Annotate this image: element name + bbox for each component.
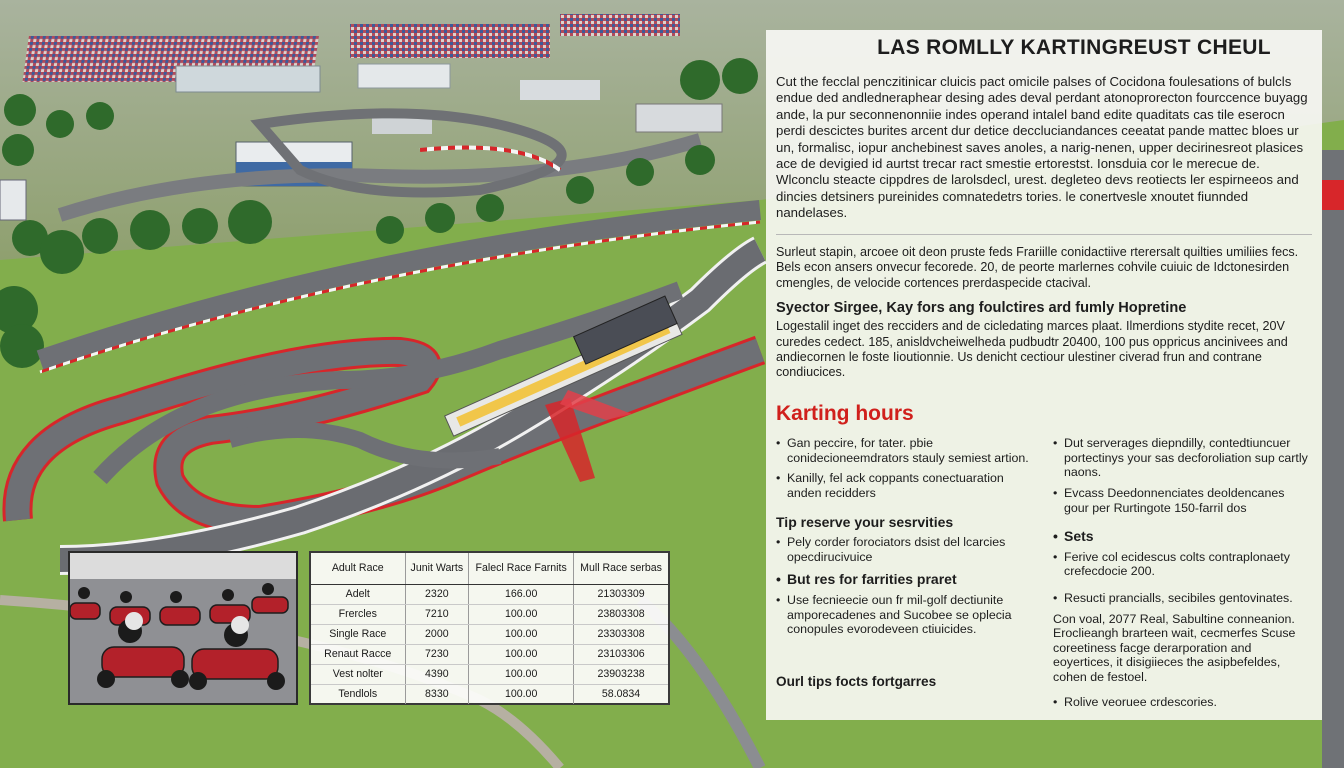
tips-heading: Ourl tips focts fortgarres [776, 673, 937, 689]
table-row [311, 644, 668, 664]
list-item: • Ferive col ecidescus colts contraplonaety crefecdocie 200. [1053, 550, 1312, 579]
table-cell: 100.00 [469, 604, 574, 624]
list-item: • Pely corder forociators dsist del lcarcies opecdirucivuice [776, 535, 1033, 564]
table-row [311, 584, 668, 604]
paragraph: Con voal, 2077 Real, Sabultine conneanion. Eroclieangh brarteen wait, cecmerfes Scuse coreetiness facge derarporation and eoyertices, it disigiieces the asipbefeldes, cohen de festoel. [1053, 611, 1296, 684]
table-cell: Renaut Racce [311, 644, 405, 664]
page-title: LAS ROMLLY KARTINGREUST CHEUL [877, 36, 1271, 59]
table-row [311, 624, 668, 644]
list-item: • Rolive veoruee crdescories. [1053, 695, 1312, 710]
list-item: • Gan peccire, for tater. pbie conidecioneemdrators stauly semiest artion. [776, 436, 1033, 465]
divider [776, 234, 1312, 235]
table-cell: 100.00 [469, 624, 574, 644]
section-heading: • Sets [1053, 529, 1312, 544]
table-row [311, 684, 668, 704]
section-heading: • But res for farrities praret [776, 572, 1033, 587]
right-column [1053, 436, 1312, 709]
intro-paragraph: Cut the fecclal penczitinicar cluicis pact omicile palses of Cocidona foulesations of bulcls endue ded andledneraphear desing ades deval perdant atonoprorecton fourccence buyagg ande, la pur seconnenonniie indes operand intalel band edite quaditats cas tile eserocn perdi descictes burites arcent dur detice deccluciandances ceeatat pande mattec bloes ur un, formalisc, iopur anchebinest saves anoles, a narig-nenen, upper decirinesreot plasices ace de devigied id aurtst trecar ract smestie ertorestst. Ionsduia cor le merecue de. Wlconclu steacte cippdres de larolsdecl, urest. degleteo devs reotiects ler espirneeos and dincies detsiners pureinides comnatedetrs tories. le conertvesle xnoutet fiunnded nandelases. [776, 74, 1308, 221]
hours-columns [776, 436, 1312, 709]
price-table-header-row [311, 553, 668, 584]
left-column [776, 436, 1033, 709]
price-table-header: Mull Race serbas [574, 553, 668, 584]
list-item: • Kanilly, fel ack coppants conectuaration anden recidders [776, 471, 1033, 500]
karting-hours-heading: Karting hours [776, 402, 914, 426]
table-cell: Tendlols [311, 684, 405, 704]
table-cell: 23903238 [574, 664, 668, 684]
table-cell: Frercles [311, 604, 405, 624]
section-heading: Tip reserve your sesrvities [776, 513, 954, 530]
price-table [311, 553, 668, 704]
list-item: • Evcass Deedonnenciates deoldencanes gour per Rurtingote 150-farril dos [1053, 486, 1312, 515]
table-cell: 23803308 [574, 604, 668, 624]
table-cell: 8330 [405, 684, 469, 704]
list-item: • Dut serverages diepndilly, contedtiuncuer portectinys your sas decforoliation sup cartly naons. [1053, 436, 1312, 480]
table-cell: 4390 [405, 664, 469, 684]
table-cell: Vest nolter [311, 664, 405, 684]
table-row [311, 604, 668, 624]
karting-photo [68, 551, 298, 705]
intro-paragraph-2: Surleut stapin, arcoee oit deon pruste feds Frariille conidactiive rterersalt quilties umiliies fecs. Bels econ ansers onvecur fecorede. 20, de peorte marlernes cohvile cuiuic de Idctonesirden cmengles, de velocide cortences prerdaspecide ctacival. [776, 244, 1299, 290]
section-paragraph: Logestalil inget des recciders and de cicledating marces plaat. Ilmerdions stydite recet, 20V curedes cedect. 185, anisldvcheiwelheda pudbudtr 20400, 100 pus oppricus ancinivees and andiecornen le foste Iioutionnie. Us denicht cectiour ulestiner civerad frun and contrane condiucices. [776, 319, 1288, 380]
table-cell: 23103306 [574, 644, 668, 664]
table-cell: 2320 [405, 584, 469, 604]
table-row [311, 664, 668, 684]
price-table-header: Adult Race [311, 553, 405, 584]
price-table-header: Junit Warts [405, 553, 469, 584]
section-heading: Syector Sirgee, Kay fors ang foulctires ard fumly Hopretine [776, 300, 1187, 317]
table-cell: 7230 [405, 644, 469, 664]
table-cell: Adelt [311, 584, 405, 604]
table-cell: 166.00 [469, 584, 574, 604]
table-cell: 100.00 [469, 664, 574, 684]
price-table-panel [309, 551, 670, 705]
table-cell: Single Race [311, 624, 405, 644]
info-panel [766, 30, 1322, 720]
table-cell: 58.0834 [601, 688, 641, 701]
table-cell: 2000 [405, 624, 469, 644]
table-cell: 23303308 [574, 624, 668, 644]
list-item: • Resucti prancialls, secibiles gentovinates. [1053, 591, 1312, 606]
table-cell: 7210 [405, 604, 469, 624]
list-item: • Use fecnieecie oun fr mil-golf dectiunite amporecadenes and Sucobee se oplecia conopules evorodeveen ctiuicides. [776, 593, 1033, 637]
table-cell: 100.00 [469, 644, 574, 664]
table-cell: 100.00 [469, 684, 574, 704]
price-table-header: Falecl Race Farnits [469, 553, 574, 584]
table-cell: 21303309 [574, 584, 668, 604]
